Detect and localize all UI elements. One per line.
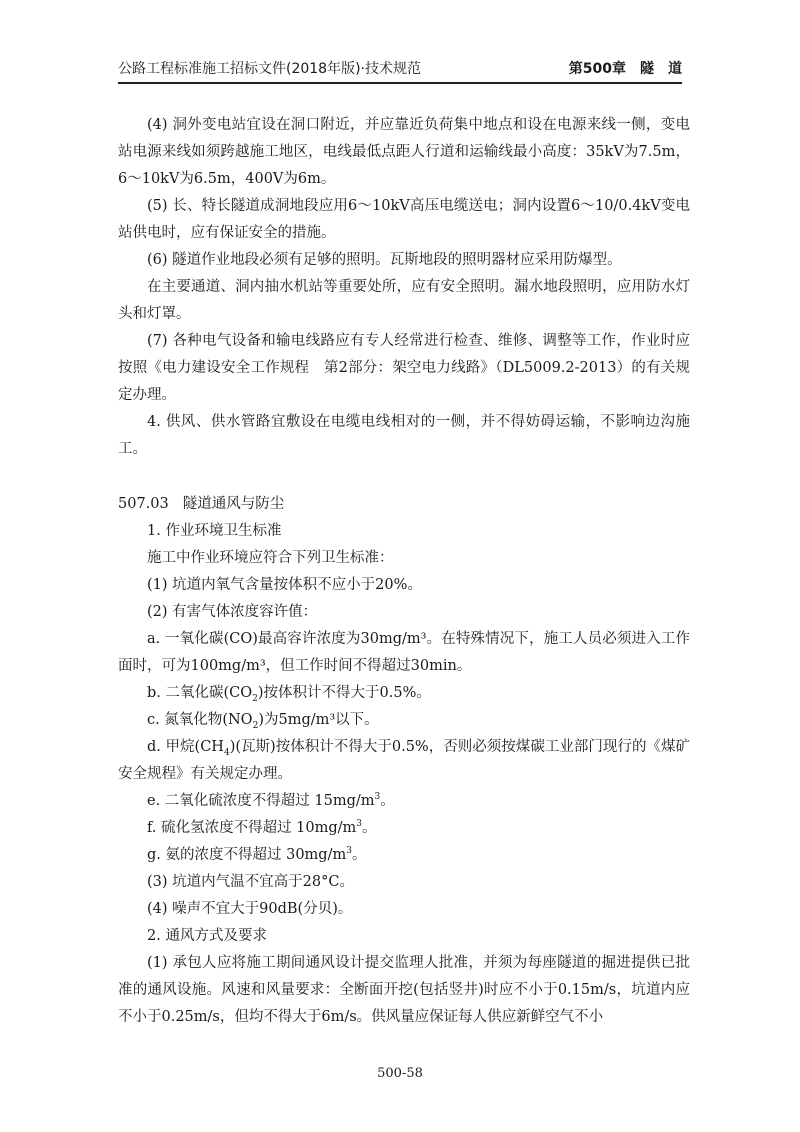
paragraph-lighting: (6) 隧道作业地段必须有足够的照明。瓦斯地段的照明器材应采用防爆型。 bbox=[147, 252, 622, 268]
subheading-hygiene: 1. 作业环境卫生标准 bbox=[147, 523, 282, 539]
item-harmful-gas: (2) 有害气体浓度容许值： bbox=[147, 604, 318, 620]
header-rule bbox=[118, 82, 682, 84]
paragraph-inspection: (7) 各种电气设备和输电线路应有专人经常进行检查、维修、调整等工作，作业时应按照《电力建设安全工作规程 第2部分：架空电力线路》（DL5009.2-2013）的有关规定办理。 bbox=[118, 333, 690, 403]
item-ch4: d. 甲烷$(CH_4)$(瓦斯)按体积计不得大于0.5%，否则必须按煤碳工业部门现行的《煤矿安全规程》有关规定办理。 bbox=[118, 739, 690, 782]
paragraph-safety-lighting: 在主要通道、洞内抽水机站等重要处所，应有安全照明。漏水地段照明，应用防水灯头和灯罩。 bbox=[118, 279, 690, 322]
paragraph-hygiene-intro: 施工中作业环境应符合下列卫生标准： bbox=[147, 550, 394, 566]
section-title: 隧道通风与防尘 bbox=[182, 496, 285, 512]
item-oxygen: (1) 坑道内氧气含量按体积不应小于20%。 bbox=[147, 577, 422, 593]
item-nh3: g. 氨的浓度不得超过 $30mg/m^3$。 bbox=[147, 846, 367, 863]
item-co2: b. 二氧化碳$(CO_2)$按体积计不得大于0.5%。 bbox=[147, 685, 431, 704]
paragraph-high-voltage: (5) 长、特长隧道成洞地段应用6～10kV高压电缆送电；洞内设置6～10/0.4kV变电站供电时，应有保证安全的措施。 bbox=[118, 198, 690, 241]
section-number: 507.03 bbox=[118, 496, 169, 512]
section-heading bbox=[118, 491, 690, 518]
item-co: a. 一氧化碳(CO)最高容许浓度为30mg/m³。在特殊情况下，施工人员必须进入工作面时，可为100mg/m³，但工作时间不得超过30min。 bbox=[118, 631, 690, 674]
page-number: 500-58 bbox=[377, 1066, 423, 1081]
item-noise: (4) 噪声不宜大于90dB(分贝)。 bbox=[147, 901, 353, 917]
paragraph-pipelines: 4. 供风、供水管路宜敷设在电缆电线相对的一侧，并不得妨碍运输，不影响边沟施工。 bbox=[118, 414, 690, 457]
item-h2s: f. 硫化氢浓度不得超过 $10mg/m^3$。 bbox=[147, 819, 377, 836]
item-no2: c. 氮氧化物$(NO_2)$为5mg/m³以下。 bbox=[147, 712, 379, 731]
section-gap bbox=[118, 463, 690, 491]
subheading-ventilation: 2. 通风方式及要求 bbox=[147, 928, 267, 944]
item-so2: e. 二氧化硫浓度不得超过 $15mg/m^3$。 bbox=[147, 792, 395, 809]
page-body bbox=[118, 112, 690, 1031]
header-document-title: 公路工程标准施工招标文件(2018年版)·技术规范 bbox=[118, 61, 422, 77]
item-temperature: (3) 坑道内气温不宜高于28°C。 bbox=[147, 874, 354, 890]
paragraph-ventilation-design: (1) 承包人应将施工期间通风设计提交监理人批准，并须为每座隧道的掘进提供已批准的通风设施。风速和风量要求：全断面开挖(包括竖井)时应不小于0.15m/s，坑道内应不小于0.25m/s，但均不得大于6m/s。供风量应保证每人供应新鲜空气不小 bbox=[118, 955, 690, 1025]
paragraph-substation: (4) 洞外变电站宜设在洞口附近，并应靠近负荷集中地点和设在电源来线一侧，变电站电源来线如须跨越施工地区，电线最低点距人行道和运输线最小高度：35kV为7.5m，6～10kV为6.5m，400V为6m。 bbox=[118, 117, 690, 187]
page-header bbox=[118, 52, 682, 82]
header-chapter-title: 第500章 隧 道 bbox=[568, 61, 682, 77]
